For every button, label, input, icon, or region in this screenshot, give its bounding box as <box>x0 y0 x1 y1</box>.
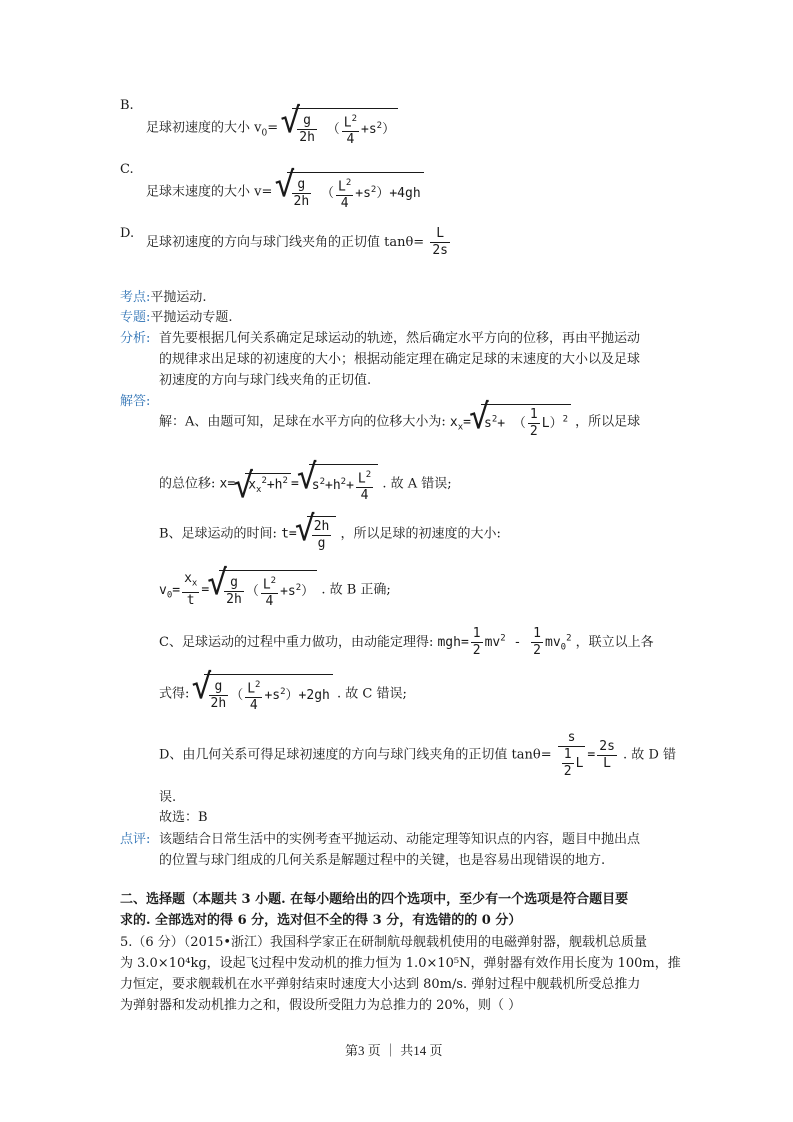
solution-d-line2: 误. <box>159 790 177 805</box>
page-footer: 第3 页 ｜ 共14 页 <box>345 1043 443 1058</box>
solution-a-line1: 解：A、由题可知，足球在水平方向的位移大小为: $x_x=√$ $s^2+$ （ $\frac{1}{2}$ L）$^2$ ，所以足球 <box>159 404 640 440</box>
section-heading: 求的. 全部选对的得 6 分，选对但不全的得 3 分，有选错的的 0 分） <box>120 913 522 928</box>
question-line: 5.（6 分）（2015•浙江）我国科学家正在研制航母舰载机使用的电磁弹射器，舰载机总质量 <box>120 935 648 950</box>
fenxi-line: 的规律求出足球的初速度的大小；根据动能定理在确定足球的末速度的大小以及足球 <box>159 352 641 367</box>
solution-c-line2: 式得: √ $\frac{g}{2h}$ （ $\frac{L^2}{4}$ $+s^2)+2gh$ . 故 C 错误; <box>159 674 407 714</box>
fenxi-line: 首先要根据几何关系确定足球运动的轨迹，然后确定水平方向的位移，再由平抛运动 <box>159 331 641 346</box>
dianping-line: 该题结合日常生活中的实例考查平抛运动、动能定理等知识点的内容，题目中抛出点 <box>159 832 641 847</box>
jieda-label: 解答: <box>120 394 151 409</box>
solution-c-line1: C、足球运动的过程中重力做功，由动能定理得: mgh= $\frac{1}{2}$ $mv^2$ - $\frac{1}{2}$ $mv_0^2$ ，联立以上各 <box>159 626 654 658</box>
zhuanti-label: 专题: <box>120 310 151 325</box>
answer: 故选：B <box>159 810 208 825</box>
section-heading: 二、选择题（本题共 3 小题. 在每小题给出的四个选项中，至少有一个选项是符合题目要 <box>120 892 629 907</box>
fenxi-line: 初速度的方向与球门线夹角的正切值. <box>159 373 372 388</box>
zhuanti: 专题:平抛运动专题. <box>120 310 233 325</box>
question-line: 为 3.0×10⁴kg，设起飞过程中发动机的推力恒为 1.0×10⁵N，弹射器有效作用长度为 100m，推 <box>120 956 681 971</box>
kaodian-label: 考点: <box>120 290 151 305</box>
option-b-letter: B. <box>120 98 134 113</box>
solution-a-line2: 的总位移: x=√ $x_x^2+h^2$ =√ $s^2+h^2+$ $\frac{L^2}{4}$ . 故 A 错误; <box>159 464 452 504</box>
option-d-letter: D. <box>120 226 135 241</box>
solution-b-line1: B、足球运动的时间: t= √ $\frac{2h}{g}$ ，所以足球的初速度的大小: <box>159 516 501 552</box>
option-b: 足球初速度的大小 $v_0=$ √ $\frac{g}{2h}$ （ $\frac{L^2}{4}$ $+s^2$） <box>146 108 398 148</box>
question-line: 为弹射器和发动机推力之和，假设所受阻力为总推力的 20%，则（ ） <box>120 998 522 1013</box>
dianping-label: 点评: <box>120 832 151 847</box>
option-d: 足球初速度的方向与球门线夹角的正切值 tanθ= $\frac{L}{2s}$ <box>146 226 448 258</box>
question-line: 力恒定，要求舰载机在水平弹射结束时速度大小达到 80m/s. 弹射过程中舰载机所受总推力 <box>120 977 641 992</box>
solution-d-line1: D、由几何关系可得足球初速度的方向与球门线夹角的正切值 tanθ= s $\frac{1}{2}$ L = $\frac{2s}{L}$ . 故 D 错 <box>159 730 676 779</box>
fenxi-label: 分析: <box>120 331 151 346</box>
option-c-letter: C. <box>120 162 134 177</box>
kaodian: 考点:平抛运动. <box>120 290 207 305</box>
option-c: 足球末速度的大小 v= √ $\frac{g}{2h}$ （ $\frac{L^2}{4}$ $+s^2)+4gh$ <box>146 172 424 212</box>
solution-b-line2: $v_0=$ $\frac{x_x}{t}$ = √ $\frac{g}{2h}$ （ $\frac{L^2}{4}$ $+s^2$） . 故 B 正确; <box>159 570 391 610</box>
dianping-line: 的位置与球门组成的几何关系是解题过程中的关键，也是容易出现错误的地方. <box>159 853 606 868</box>
